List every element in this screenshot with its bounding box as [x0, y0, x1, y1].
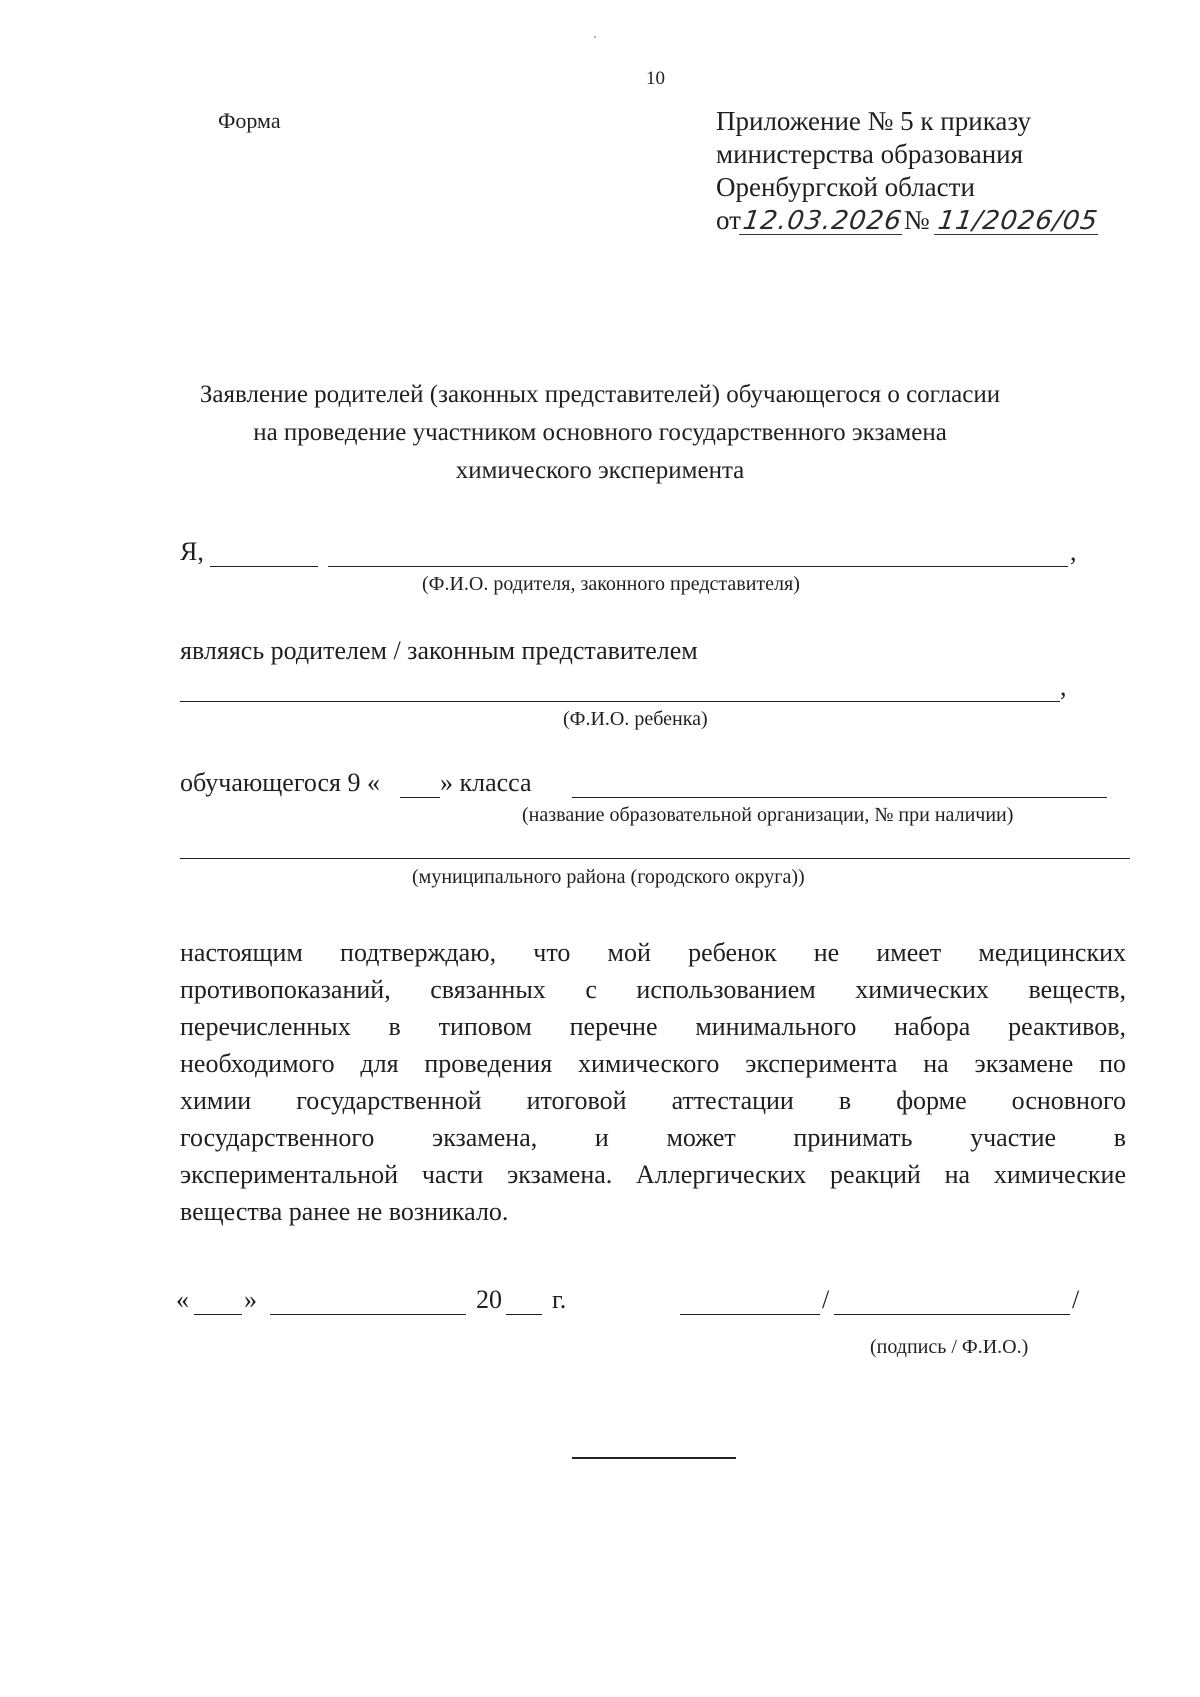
signature-slash-end: /: [1072, 1285, 1080, 1314]
year-blank[interactable]: [506, 1314, 542, 1315]
parent-name-blank[interactable]: [328, 566, 1068, 567]
district-caption: (муниципального района (городского округа)): [412, 866, 805, 888]
class-suffix: » класса: [440, 768, 532, 797]
date-close-quote: »: [244, 1285, 257, 1314]
body-line: настоящим подтверждаю, что мой ребенок не имеет медицинских: [180, 938, 1126, 967]
end-divider: [572, 1457, 736, 1459]
appendix-date-number: [716, 204, 1100, 237]
day-blank[interactable]: [194, 1314, 242, 1315]
parent-suffix-comma: ,: [1070, 537, 1077, 566]
parent-prefix: Я,: [180, 537, 204, 566]
signature-slash: /: [822, 1285, 830, 1314]
year-suffix: г.: [552, 1285, 567, 1314]
title-line-2: на проведение участником основного государственного экзамена: [253, 419, 947, 446]
appendix-line-3: Оренбургской области: [716, 172, 975, 202]
scan-speck: [592, 34, 598, 40]
class-prefix: обучающегося 9 «: [180, 768, 381, 797]
signature-caption: (подпись / Ф.И.О.): [870, 1336, 1029, 1358]
number-prefix: №: [903, 205, 930, 235]
class-letter-blank[interactable]: [400, 797, 440, 798]
appendix-line-2: министерства образования: [716, 139, 1024, 169]
month-blank[interactable]: [270, 1314, 466, 1315]
signature-name-blank[interactable]: [834, 1314, 1070, 1315]
appendix-line-1: Приложение № 5 к приказу: [716, 106, 1031, 136]
body-line: перечисленных в типовом перечне минимального набора реактивов,: [180, 1012, 1126, 1041]
signature-blank[interactable]: [680, 1314, 820, 1315]
body-line: государственного экзамена, и может принимать участие в: [180, 1123, 1126, 1152]
parent-name-blank-short[interactable]: [210, 566, 318, 567]
handwritten-number: 11/2026/05: [936, 206, 1101, 236]
year-prefix: 20: [476, 1285, 502, 1314]
school-name-blank[interactable]: [572, 797, 1107, 798]
child-intro: являясь родителем / законным представителем: [180, 636, 698, 665]
body-line: вещества ранее не возникало.: [180, 1197, 509, 1226]
title-line-3: химического эксперимента: [455, 457, 745, 484]
child-caption: (Ф.И.О. ребенка): [563, 708, 708, 730]
document-title: [150, 376, 1050, 490]
from-prefix: от: [716, 205, 741, 235]
title-line-1: Заявление родителей (законных представителей) обучающегося о согласии: [199, 381, 1001, 408]
child-suffix-comma: ,: [1060, 672, 1067, 701]
page-number: 10: [646, 68, 665, 89]
parent-caption: (Ф.И.О. родителя, законного представителя): [422, 573, 800, 595]
body-line: необходимого для проведения химического эксперимента на экзамене по: [180, 1049, 1126, 1078]
consent-paragraph: [180, 934, 1126, 1230]
date-open-quote: «: [176, 1285, 189, 1314]
body-line: экспериментальной части экзамена. Аллергических реакций на химические: [180, 1160, 1126, 1189]
child-name-blank[interactable]: [180, 701, 1060, 702]
appendix-header: [716, 105, 1100, 237]
form-label: Форма: [218, 108, 281, 133]
handwritten-date: 12.03.2026: [740, 206, 905, 236]
body-line: противопоказаний, связанных с использованием химических веществ,: [180, 975, 1126, 1004]
body-line: химии государственной итоговой аттестации в форме основного: [180, 1086, 1126, 1115]
district-blank[interactable]: [180, 858, 1130, 859]
school-caption: (название образовательной организации, № при наличии): [522, 804, 1014, 826]
